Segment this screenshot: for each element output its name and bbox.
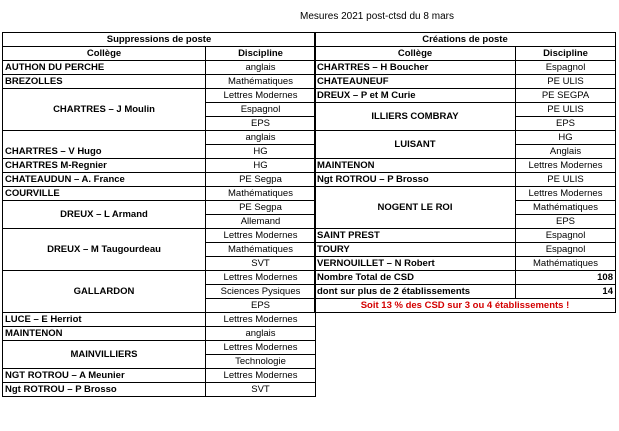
table-row xyxy=(315,131,616,145)
college-cell: MAINTENON xyxy=(3,327,206,341)
discipline-cell: anglais xyxy=(206,327,316,341)
college-cell: LUCE – E Herriot xyxy=(3,313,206,327)
college-cell: MAINTENON xyxy=(315,159,516,173)
discipline-cell: PE ULIS xyxy=(516,103,616,117)
college-cell: CHARTRES – J Moulin xyxy=(3,89,206,131)
college-cell: ILLIERS COMBRAY xyxy=(315,103,516,131)
total-row xyxy=(315,271,616,285)
discipline-cell: PE ULIS xyxy=(516,75,616,89)
discipline-cell: Lettres Modernes xyxy=(206,271,316,285)
college-cell: AUTHON DU PERCHE xyxy=(3,61,206,75)
column-header-college: Collège xyxy=(315,47,516,61)
discipline-cell: SVT xyxy=(206,383,316,397)
discipline-cell: Anglais xyxy=(516,145,616,159)
discipline-cell: PE Segpa xyxy=(206,173,316,187)
college-cell: BREZOLLES xyxy=(3,75,206,89)
table-row xyxy=(3,327,316,341)
discipline-cell: Lettres Modernes xyxy=(206,369,316,383)
total-value: 108 xyxy=(516,271,616,285)
discipline-cell: Mathématiques xyxy=(206,187,316,201)
table-row xyxy=(315,103,616,117)
college-cell: DREUX – M Taugourdeau xyxy=(3,229,206,271)
header-row xyxy=(3,47,316,61)
discipline-cell: Lettres Modernes xyxy=(206,229,316,243)
discipline-cell: Mathématiques xyxy=(516,257,616,271)
table-row xyxy=(315,75,616,89)
table-row xyxy=(3,229,316,243)
college-cell: MAINVILLIERS xyxy=(3,341,206,369)
table-row xyxy=(315,89,616,103)
college-cell: CHARTRES – H Boucher xyxy=(315,61,516,75)
discipline-cell: Technologie xyxy=(206,355,316,369)
college-cell: NGT ROTROU – A Meunier xyxy=(3,369,206,383)
college-cell: Ngt ROTROU – P Brosso xyxy=(315,173,516,187)
total-label: Nombre Total de CSD xyxy=(315,271,516,285)
discipline-cell: anglais xyxy=(206,61,316,75)
note-row xyxy=(315,299,616,313)
creations-table xyxy=(314,32,616,313)
discipline-cell: HG xyxy=(206,159,316,173)
discipline-cell: Mathématiques xyxy=(516,201,616,215)
table-row xyxy=(3,271,316,285)
discipline-cell: HG xyxy=(206,145,316,159)
page-caption: Mesures 2021 post-ctsd du 8 mars xyxy=(300,11,454,22)
college-cell: CHATEAUNEUF xyxy=(315,75,516,89)
table-row xyxy=(315,173,616,187)
column-header-discipline: Discipline xyxy=(206,47,316,61)
discipline-cell: EPS xyxy=(516,117,616,131)
college-cell: CHATEAUDUN – A. France xyxy=(3,173,206,187)
discipline-cell: Allemand xyxy=(206,215,316,229)
table-row xyxy=(3,201,316,215)
college-cell: LUISANT xyxy=(315,131,516,159)
college-cell: VERNOUILLET – N Robert xyxy=(315,257,516,271)
column-header-college: Collège xyxy=(3,47,206,61)
discipline-cell: Lettres Modernes xyxy=(516,187,616,201)
total-value: 14 xyxy=(516,285,616,299)
table-row xyxy=(315,61,616,75)
college-cell: CHARTRES M-Regnier xyxy=(3,159,206,173)
table-row xyxy=(315,229,616,243)
discipline-cell: Lettres Modernes xyxy=(206,341,316,355)
college-cell: NOGENT LE ROI xyxy=(315,187,516,229)
table-row xyxy=(3,369,316,383)
discipline-cell: SVT xyxy=(206,257,316,271)
college-cell: GALLARDON xyxy=(3,271,206,313)
college-cell: CHARTRES – V Hugo xyxy=(3,131,206,159)
table-row xyxy=(3,131,316,145)
discipline-cell: Mathématiques xyxy=(206,75,316,89)
header-row xyxy=(315,47,616,61)
column-header-discipline: Discipline xyxy=(516,47,616,61)
table-row xyxy=(3,159,316,173)
table-row xyxy=(3,89,316,103)
total-row xyxy=(315,285,616,299)
discipline-cell: EPS xyxy=(206,299,316,313)
discipline-cell: Sciences Pysiques xyxy=(206,285,316,299)
title-row xyxy=(315,33,616,47)
college-cell: COURVILLE xyxy=(3,187,206,201)
discipline-cell: Espagnol xyxy=(206,103,316,117)
table-row xyxy=(3,187,316,201)
discipline-cell: PE SEGPA xyxy=(516,89,616,103)
table-row xyxy=(315,159,616,173)
section-title: Suppressions de poste xyxy=(3,33,316,47)
college-cell: DREUX – L Armand xyxy=(3,201,206,229)
discipline-cell: EPS xyxy=(206,117,316,131)
college-cell: TOURY xyxy=(315,243,516,257)
table-row xyxy=(315,187,616,201)
table-row xyxy=(3,341,316,355)
discipline-cell: HG xyxy=(516,131,616,145)
discipline-cell: PE ULIS xyxy=(516,173,616,187)
section-title: Créations de poste xyxy=(315,33,616,47)
percentage-note: Soit 13 % des CSD sur 3 ou 4 établissements ! xyxy=(315,299,616,313)
table-row xyxy=(3,61,316,75)
table-row xyxy=(3,75,316,89)
table-row xyxy=(3,313,316,327)
discipline-cell: Espagnol xyxy=(516,229,616,243)
suppressions-table xyxy=(2,32,316,397)
discipline-cell: Espagnol xyxy=(516,61,616,75)
discipline-cell: PE Segpa xyxy=(206,201,316,215)
discipline-cell: Mathématiques xyxy=(206,243,316,257)
college-cell: Ngt ROTROU – P Brosso xyxy=(3,383,206,397)
table-row xyxy=(3,173,316,187)
college-cell: SAINT PREST xyxy=(315,229,516,243)
college-cell: DREUX – P et M Curie xyxy=(315,89,516,103)
discipline-cell: Espagnol xyxy=(516,243,616,257)
discipline-cell: Lettres Modernes xyxy=(206,89,316,103)
title-row xyxy=(3,33,316,47)
discipline-cell: Lettres Modernes xyxy=(206,313,316,327)
discipline-cell: EPS xyxy=(516,215,616,229)
table-row xyxy=(315,243,616,257)
table-row xyxy=(3,383,316,397)
discipline-cell: Lettres Modernes xyxy=(516,159,616,173)
discipline-cell: anglais xyxy=(206,131,316,145)
total-label: dont sur plus de 2 établissements xyxy=(315,285,516,299)
table-row xyxy=(315,257,616,271)
